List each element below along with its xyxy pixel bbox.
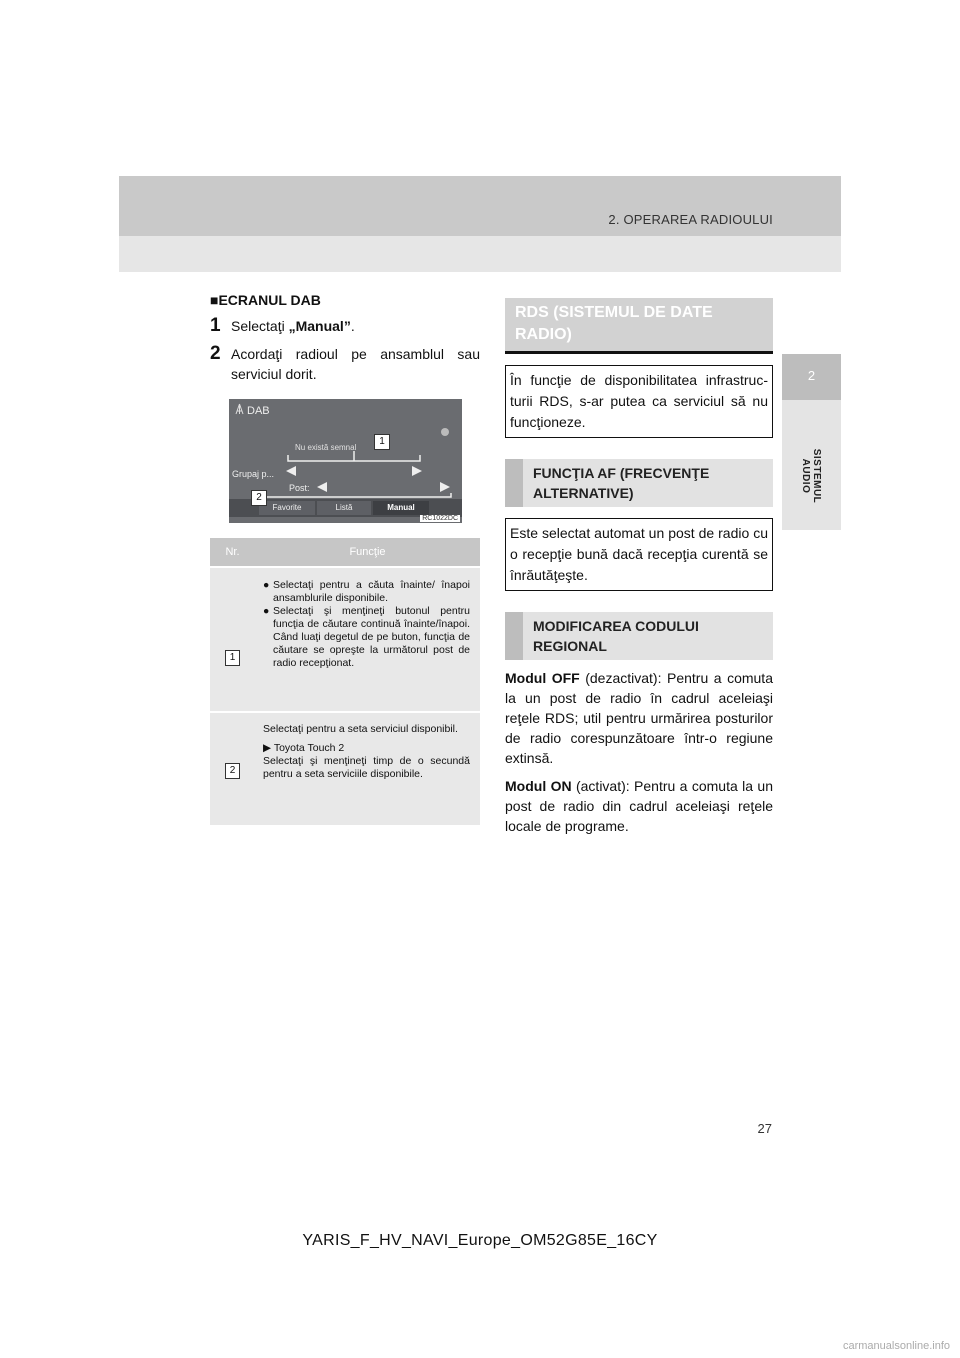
tab-lista[interactable]: Listă bbox=[317, 501, 371, 515]
rds-title: RDS (SISTEMUL DE DATE RADIO) bbox=[505, 298, 773, 354]
row-text: Selectaţi pentru a seta serviciul disponibil. bbox=[263, 723, 458, 735]
document-code: YARIS_F_HV_NAVI_Europe_OM52G85E_16CY bbox=[302, 1232, 658, 1249]
no-signal-text: Nu există semnal bbox=[295, 443, 357, 452]
step-2 bbox=[210, 344, 480, 384]
tab-favorite[interactable]: Favorite bbox=[259, 501, 315, 515]
section-title: ■ECRANUL DAB bbox=[210, 292, 321, 308]
arrow-note: ▶ Toyota Touch 2 bbox=[263, 742, 345, 754]
header-band-lower bbox=[119, 236, 841, 272]
dab-screen-image bbox=[229, 399, 462, 523]
list-item: ● Selectaţi şi menţineţi butonul pentru funcţia de căutare continuă înainte/înapoi. Când luaţi degetul de pe buton, funcţia de căutare se opreşte la următorul post de radio recepţionat. bbox=[263, 605, 470, 669]
page-number: 27 bbox=[757, 1121, 772, 1136]
watermark: carmanualsonline.info bbox=[842, 1340, 950, 1352]
row-number-box: 1 bbox=[225, 650, 240, 666]
step-text: Selectaţi „Manual”. bbox=[231, 318, 355, 334]
ensemble-bracket bbox=[284, 451, 424, 477]
header-band bbox=[119, 176, 841, 236]
header-nr: Nr. bbox=[225, 546, 240, 558]
function-table bbox=[210, 538, 480, 825]
af-text-box: Este selectat automat un post de radio cu o recepţie bună dacă recepţia curentă se înrăutăţeşte. bbox=[505, 518, 773, 591]
header-function: Funcţie bbox=[349, 546, 386, 558]
side-tab-label: SISTEMUL AUDIO bbox=[800, 448, 822, 504]
region-heading: MODIFICAREA CODULUI REGIONAL bbox=[505, 612, 773, 660]
callout-2: 2 bbox=[251, 490, 267, 506]
tab-manual[interactable]: Manual bbox=[373, 501, 429, 515]
mode-on-paragraph: Modul ON (activat): Pentru a comuta la un post de radio din cadrul aceleiaşi reţele locale de programe. bbox=[505, 778, 773, 834]
callout-1: 1 bbox=[374, 434, 390, 450]
mode-off-paragraph: Modul OFF (dezactivat): Pentru a comuta la un post de radio în cadrul aceleiaşi reţele RDS; util pentru urmărirea posturilor de radio corespunzătoare într-o regiune extinsă. bbox=[505, 670, 773, 766]
table-row bbox=[210, 711, 480, 825]
step-number: 2 bbox=[210, 343, 221, 364]
arrow-right-icon: ▶ bbox=[263, 742, 274, 754]
screen-title: DAB bbox=[247, 405, 270, 417]
image-code: RC1022DC bbox=[422, 515, 458, 522]
table-row bbox=[210, 566, 480, 711]
rds-text-box: În funcţie de disponibilitatea infrastruc-turii RDS, s-ar putea ca serviciul să nu funcţioneze. bbox=[505, 365, 773, 438]
step-1 bbox=[210, 316, 480, 336]
left-column bbox=[210, 292, 480, 384]
service-bracket bbox=[255, 479, 455, 499]
side-tab-number: 2 bbox=[807, 368, 816, 383]
row-number-box: 2 bbox=[225, 763, 240, 779]
antenna-icon bbox=[235, 403, 244, 415]
row-text: Selectaţi şi menţineţi timp de o secundă pentru a seta serviciile disponibile. bbox=[263, 755, 470, 780]
chapter-title: 2. OPERAREA RADIOULUI bbox=[608, 212, 773, 227]
station-label: Post: bbox=[289, 483, 310, 493]
table-header bbox=[210, 538, 480, 566]
clock-icon bbox=[440, 427, 450, 437]
right-column bbox=[505, 298, 773, 836]
af-heading: FUNCŢIA AF (FRECVENŢE ALTERNATIVE) bbox=[505, 459, 773, 507]
ensemble-label: Grupaj p... bbox=[232, 469, 275, 479]
step-text: Acordaţi radioul pe ansamblul sau serviciul dorit. bbox=[231, 346, 480, 382]
list-item: ● Selectaţi pentru a căuta înainte/ înapoi ansamblurile disponibile. bbox=[263, 579, 470, 604]
step-number: 1 bbox=[210, 315, 221, 336]
